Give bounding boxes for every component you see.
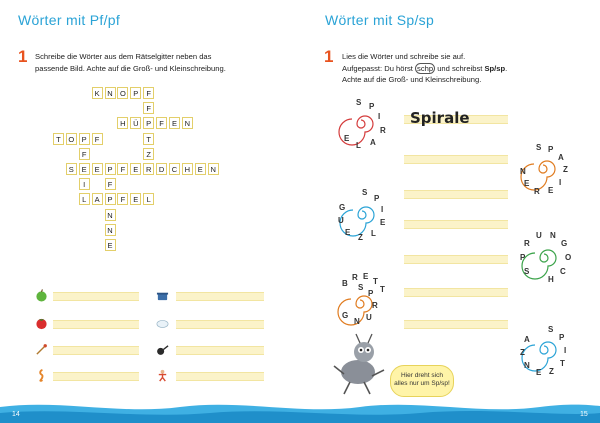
svg-text:R: R [380,126,386,135]
spiral-brett [328,270,392,334]
page-title: Wörter mit Pf/pf [18,12,121,28]
crossword-cell: E [92,163,103,175]
pot-icon [156,289,169,302]
answer-line[interactable] [404,190,508,199]
svg-text:O: O [565,253,572,262]
svg-text:P: P [368,289,374,298]
svg-text:B: B [342,279,348,288]
crossword-cell: T [53,133,64,145]
svg-text:S: S [548,325,554,334]
svg-text:T: T [560,359,565,368]
svg-text:U: U [366,313,372,322]
crossword-cell: D [156,163,167,175]
svg-text:E: E [548,186,554,195]
crossword-cell: E [130,193,141,205]
svg-text:P: P [374,194,380,203]
svg-text:R: R [352,273,358,282]
svg-text:P: P [559,333,565,342]
spiral-spazieren [514,140,572,198]
task-number: 1 [324,47,334,66]
svg-text:I: I [559,178,562,187]
crossword-cell: H [182,163,193,175]
answer-line[interactable] [176,372,264,381]
jumping-child-icon [156,369,169,382]
svg-text:N: N [524,361,530,370]
crossword-cell: Ü [130,117,141,129]
svg-text:L: L [356,141,361,150]
crossword-cell: N [105,87,116,99]
example-answer: Spirale [410,109,470,127]
task-instruction: Schreibe die Wörter aus dem Rätselgitter neben das passende Bild. Achte auf die Groß- und Kleinschreibung. [35,52,226,73]
crossword-cell: P [105,163,116,175]
crossword-cell: O [66,133,77,145]
pan-icon [156,343,169,356]
answer-line[interactable] [53,292,139,301]
crossword-cell: P [79,133,90,145]
spiral-spirale [332,95,390,153]
svg-text:U: U [338,216,344,225]
crossword-cell: Z [143,148,154,160]
svg-text:Z: Z [520,348,525,357]
svg-text:E: E [344,134,350,143]
answer-line[interactable] [176,320,264,329]
svg-text:G: G [561,239,568,248]
svg-text:S: S [524,267,530,276]
crossword-cell: F [117,193,128,205]
svg-text:P: P [520,253,526,262]
crossword-cell: E [79,163,90,175]
tomato-icon [35,317,48,330]
svg-text:N: N [354,317,360,326]
svg-text:Z: Z [549,367,554,376]
svg-text:C: C [560,267,566,276]
page-title: Wörter mit Sp/sp [325,12,435,28]
crossword-cell: P [143,117,154,129]
crossword-cell: E [169,117,180,129]
answer-line[interactable] [176,346,264,355]
crossword-cell: H [117,117,128,129]
answer-line[interactable] [53,320,139,329]
crossword-cell: N [182,117,193,129]
crossword-cell: N [105,209,116,221]
svg-text:S: S [362,188,368,197]
svg-text:E: E [524,179,530,188]
crossword-cell: P [130,87,141,99]
svg-text:N: N [550,231,556,240]
crossword-cell: F [143,87,154,99]
svg-text:H: H [548,275,554,284]
crossword-cell: F [92,133,103,145]
answer-line[interactable] [404,320,508,329]
task-number: 1 [18,47,28,66]
seahorse-icon [35,369,48,382]
crossword-cell: T [143,133,154,145]
crossword-cell: L [79,193,90,205]
svg-text:P: P [548,145,554,154]
svg-text:T: T [380,285,385,294]
svg-text:E: E [536,368,542,377]
crossword-cell: F [143,102,154,114]
svg-text:T: T [373,277,378,286]
answer-line[interactable] [404,255,508,264]
crossword-cell: E [130,163,141,175]
svg-text:P: P [369,102,375,111]
crossword-cell: O [117,87,128,99]
svg-text:I: I [564,346,567,355]
svg-text:E: E [380,218,386,227]
speech-bubble: Hier dreht sich alles nur um Sp/sp! [390,365,454,397]
svg-text:G: G [339,203,346,212]
svg-text:Z: Z [563,165,568,174]
pillow-icon [156,317,169,330]
crossword-cell: L [143,193,154,205]
answer-line[interactable] [404,220,508,229]
crossword-cell: P [105,193,116,205]
crossword-cell: N [105,224,116,236]
svg-text:R: R [524,239,530,248]
crossword-cell: F [117,163,128,175]
svg-text:U: U [536,231,542,240]
crossword-cell: F [105,178,116,190]
answer-line[interactable] [404,288,508,297]
spiral-sprung [514,228,574,288]
svg-text:I: I [381,205,384,214]
crossword-cell: N [208,163,219,175]
svg-text:E: E [345,228,351,237]
spiral-spielzeug [332,185,392,245]
crossword-cell: F [79,148,90,160]
svg-text:A: A [524,335,530,344]
spiral-spitze [514,320,574,380]
svg-text:A: A [370,138,376,147]
svg-text:R: R [534,187,540,196]
svg-text:A: A [558,153,564,162]
page-number: 14 [12,411,20,418]
svg-text:R: R [372,301,378,310]
crossword-cell: E [195,163,206,175]
crossword-cell: F [156,117,167,129]
circled-sound: schp [417,63,434,73]
svg-text:I: I [378,112,381,121]
page-number: 15 [580,411,588,418]
crossword-cell: K [92,87,103,99]
right-page [300,0,600,423]
answer-line[interactable] [404,155,508,164]
task-instruction: Lies die Wörter und schreibe sie auf. Aufgepasst: Du hörst schp und schreibst Sp/sp. Achte auf die Groß- und Kleinschreibung. [342,52,508,84]
svg-text:N: N [520,167,526,176]
svg-text:Z: Z [358,233,363,242]
svg-text:S: S [356,98,362,107]
svg-text:S: S [536,143,542,152]
crossword-cell: R [143,163,154,175]
crossword-cell: S [66,163,77,175]
answer-line[interactable] [176,292,264,301]
bottom-wave [0,397,600,423]
svg-text:E: E [363,272,369,281]
answer-line[interactable] [53,372,139,381]
svg-text:S: S [358,283,364,292]
svg-text:G: G [342,311,349,320]
crossword-cell: C [169,163,180,175]
answer-line[interactable] [53,346,139,355]
pipette-icon [35,343,48,356]
crossword-cell: E [105,239,116,251]
svg-text:L: L [371,229,376,238]
apple-icon [35,289,48,302]
crossword-cell: I [79,178,90,190]
crossword-cell: A [92,193,103,205]
ant-mascot-icon [330,330,390,398]
